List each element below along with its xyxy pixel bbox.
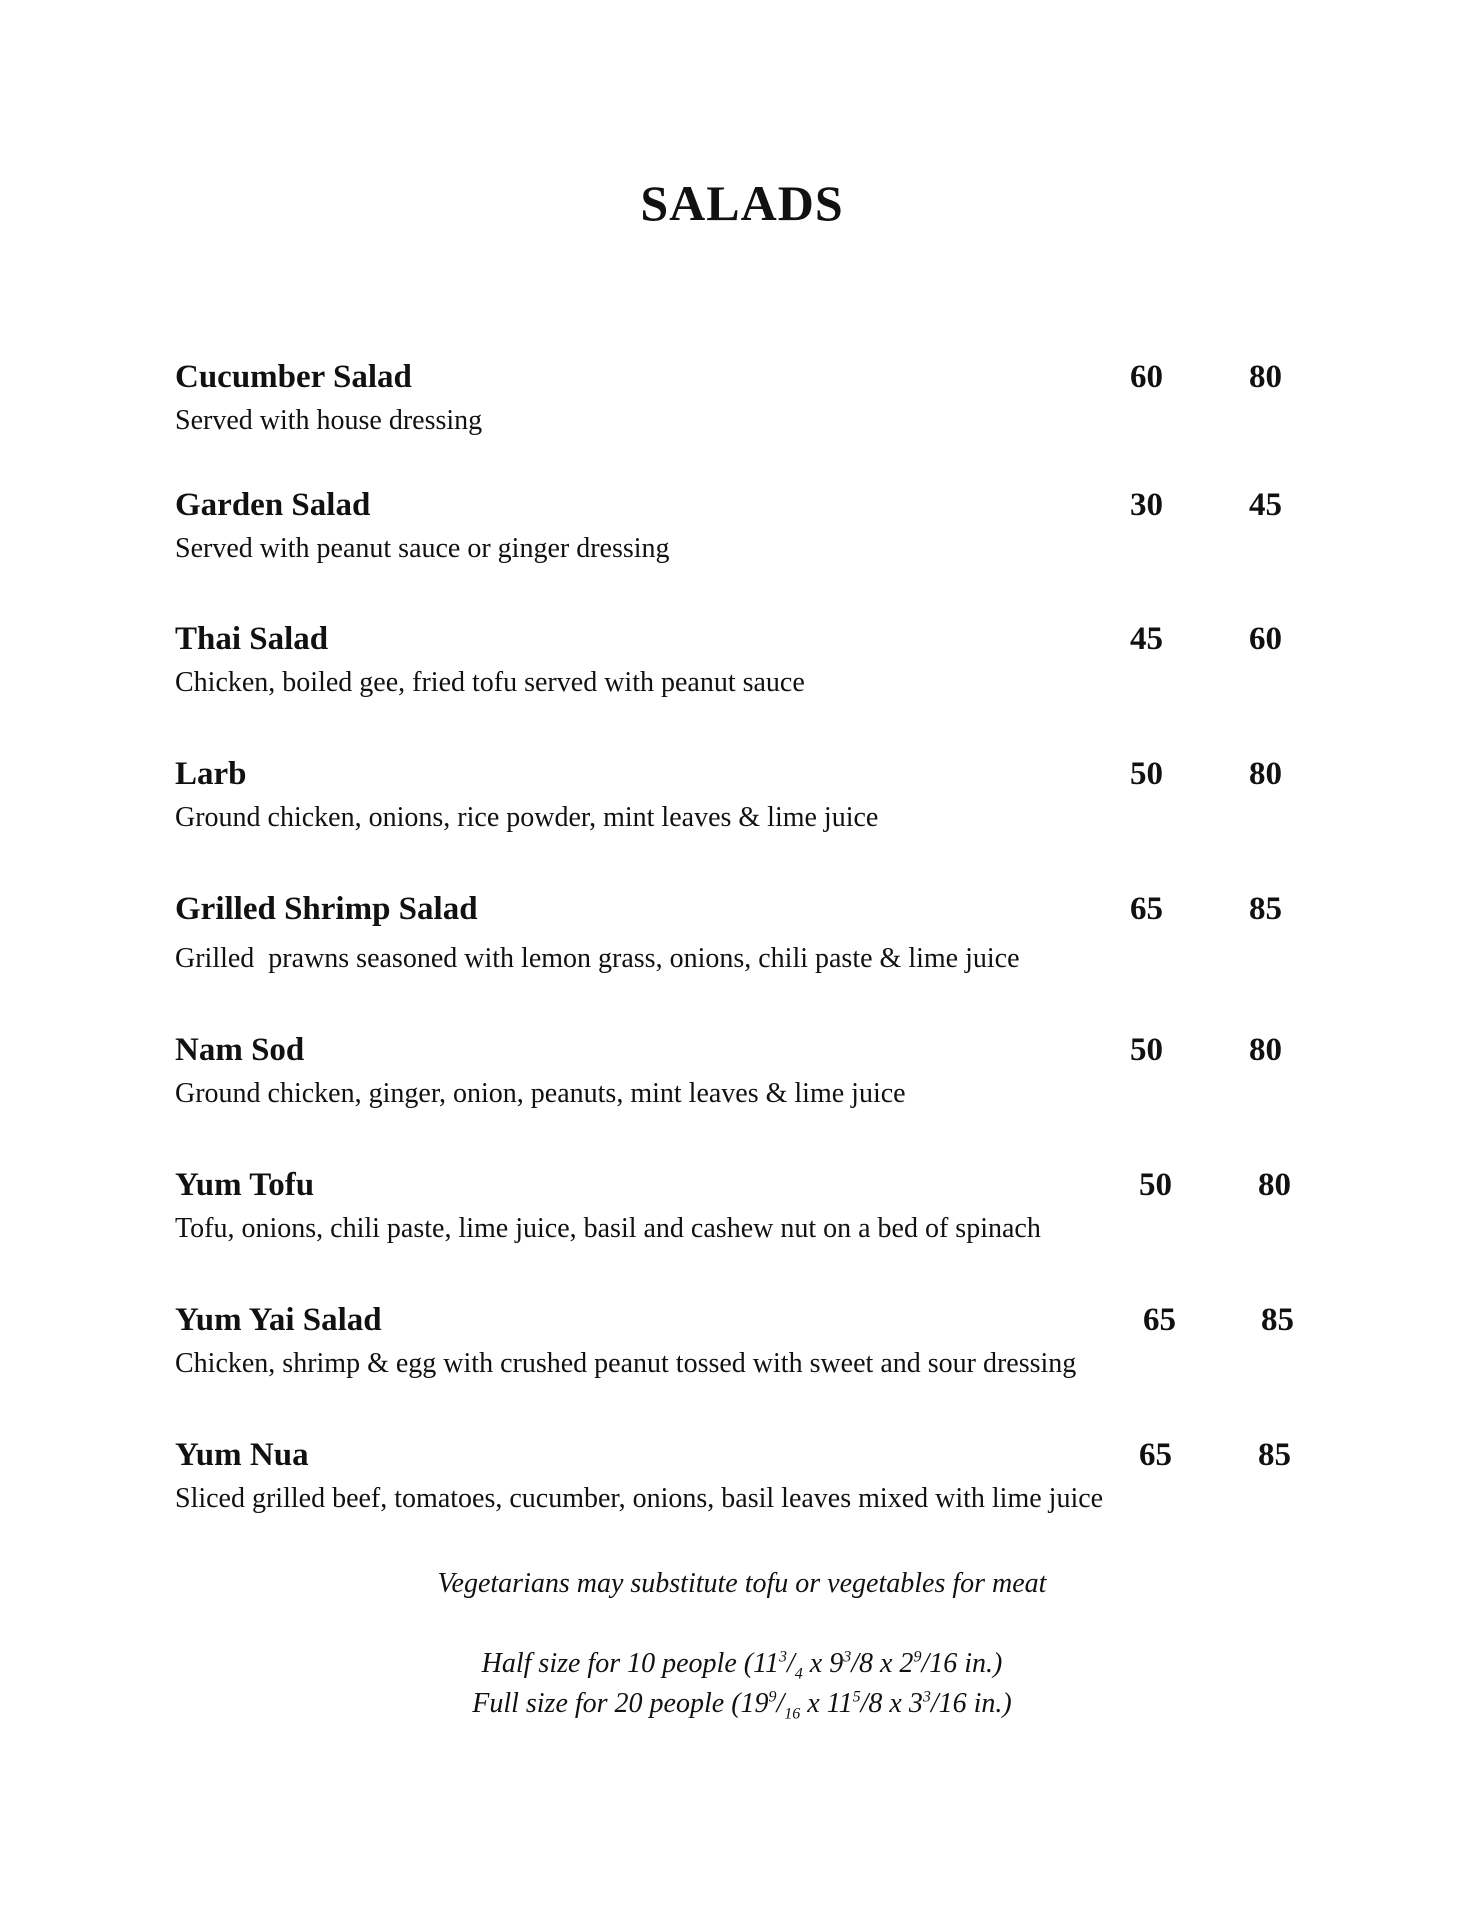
item-name: Yum Tofu xyxy=(175,1167,315,1203)
menu-item-garden-salad xyxy=(175,489,1315,589)
menu-item-yum-nua xyxy=(175,1439,1315,1539)
full-size-mid2: /8 x 3 xyxy=(860,1688,923,1719)
half-size-mid1: x 9 xyxy=(802,1648,844,1679)
full-size-fraction-numerator: 9 xyxy=(768,1688,777,1706)
menu-item-yum-tofu xyxy=(175,1169,1315,1269)
price-half-size: 65 xyxy=(1143,1302,1176,1338)
half-size-note: Half size for 10 people ($11^3/_4$ x $9^3/8$ x $2^9/16$ in.) xyxy=(481,1648,1003,1683)
item-name: Thai Salad xyxy=(175,621,329,657)
price-half-size: 45 xyxy=(1130,621,1163,657)
price-full-size: 85 xyxy=(1261,1302,1294,1338)
item-description: Chicken, shrimp & egg with crushed peanut tossed with sweet and sour dressing xyxy=(175,1348,1077,1379)
half-size-suffix: /16 in.) xyxy=(921,1648,1003,1679)
half-size-prefix: Half size for 10 people (11 xyxy=(481,1648,779,1679)
item-description: Ground chicken, ginger, onion, peanuts, mint leaves & lime juice xyxy=(175,1078,906,1109)
full-size-fraction-denominator: 16 xyxy=(784,1705,801,1723)
item-description: Sliced grilled beef, tomatoes, cucumber, onions, basil leaves mixed with lime juice xyxy=(175,1483,1104,1514)
full-size-note: Full size for 20 people ($19^9/_{16}$ x $11^5/8$ x $3^3/16$ in.) xyxy=(472,1688,1012,1723)
price-half-size: 65 xyxy=(1139,1437,1172,1473)
full-size-superscript-3: 3 xyxy=(922,1688,931,1706)
price-full-size: 80 xyxy=(1249,756,1282,792)
half-size-fraction-denominator: 4 xyxy=(794,1665,803,1683)
item-name: Grilled Shrimp Salad xyxy=(175,891,478,927)
price-half-size: 60 xyxy=(1130,359,1163,395)
menu-item-nam-sod xyxy=(175,1034,1315,1134)
half-size-superscript-3: 9 xyxy=(913,1648,922,1666)
price-full-size: 85 xyxy=(1249,891,1282,927)
full-size-mid1: x 11 xyxy=(800,1688,853,1719)
menu-item-cucumber-salad xyxy=(175,361,1315,461)
item-name: Garden Salad xyxy=(175,487,371,523)
price-half-size: 50 xyxy=(1130,1032,1163,1068)
full-size-superscript-2: 5 xyxy=(852,1688,861,1706)
price-half-size: 50 xyxy=(1130,756,1163,792)
item-name: Cucumber Salad xyxy=(175,359,412,395)
price-half-size: 65 xyxy=(1130,891,1163,927)
item-description: Served with peanut sauce or ginger dressing xyxy=(175,533,670,564)
menu-item-yum-yai-salad xyxy=(175,1304,1315,1404)
menu-item-grilled-shrimp-salad xyxy=(175,893,1315,993)
full-size-prefix: Full size for 20 people (19 xyxy=(472,1688,769,1719)
half-size-superscript-2: 3 xyxy=(843,1648,852,1666)
item-description: Ground chicken, onions, rice powder, mint leaves & lime juice xyxy=(175,802,879,833)
price-full-size: 80 xyxy=(1258,1167,1291,1203)
full-size-suffix: /16 in.) xyxy=(930,1688,1012,1719)
half-size-mid2: /8 x 2 xyxy=(851,1648,914,1679)
price-half-size: 30 xyxy=(1130,487,1163,523)
half-size-fraction-numerator: 3 xyxy=(779,1648,787,1666)
price-full-size: 80 xyxy=(1249,1032,1282,1068)
item-description: Tofu, onions, chili paste, lime juice, basil and cashew nut on a bed of spinach xyxy=(175,1213,1041,1244)
menu-item-larb xyxy=(175,758,1315,858)
price-half-size: 50 xyxy=(1139,1167,1172,1203)
item-name: Larb xyxy=(175,756,247,792)
item-name: Yum Nua xyxy=(175,1437,309,1473)
item-name: Yum Yai Salad xyxy=(175,1302,382,1338)
menu-item-thai-salad xyxy=(175,623,1315,723)
price-full-size: 80 xyxy=(1249,359,1282,395)
item-description: Chicken, boiled gee, fried tofu served with peanut sauce xyxy=(175,667,805,698)
price-full-size: 45 xyxy=(1249,487,1282,523)
price-full-size: 60 xyxy=(1249,621,1282,657)
item-description: Served with house dressing xyxy=(175,405,483,436)
vegetarian-note: Vegetarians may substitute tofu or vegetables for meat xyxy=(437,1568,1047,1599)
item-description: Grilled prawns seasoned with lemon grass, onions, chili paste & lime juice xyxy=(175,943,1020,974)
item-name: Nam Sod xyxy=(175,1032,305,1068)
price-full-size: 85 xyxy=(1258,1437,1291,1473)
page-title: SALADS xyxy=(640,175,844,231)
